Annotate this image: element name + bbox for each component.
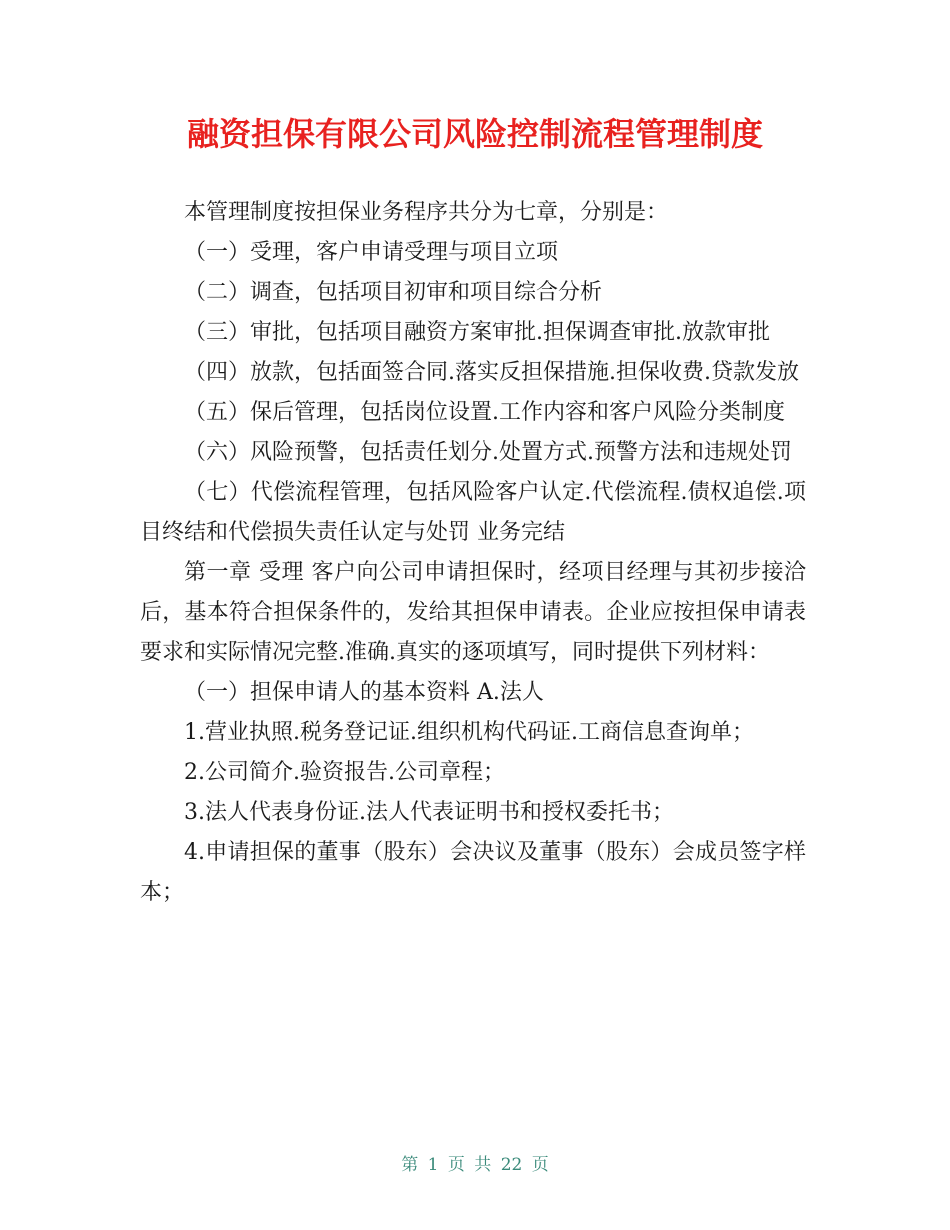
paragraph-item-7: （七）代偿流程管理，包括风险客户认定.代偿流程.债权追偿.项目终结和代偿损失责任认定与处罚 业务完结 (140, 480, 806, 545)
paragraph-item-4: （四）放款，包括面签合同.落实反担保措施.担保收费.贷款发放 (184, 360, 799, 385)
paragraph-item-3: （三）审批，包括项目融资方案审批.担保调查审批.放款审批 (184, 320, 770, 345)
paragraph-material-2: 2.公司简介.验资报告.公司章程； (184, 760, 505, 785)
paragraph-item-2: （二）调查，包括项目初审和项目综合分析 (184, 280, 603, 305)
paragraph-material-1: 1.营业执照.税务登记证.组织机构代码证.工商信息查询单； (184, 720, 754, 745)
paragraph-item-1: （一）受理，客户申请受理与项目立项 (184, 240, 559, 265)
paragraph-section-1: （一）担保申请人的基本资料 A.法人 (184, 680, 544, 705)
paragraph-item-5: （五）保后管理，包括岗位设置.工作内容和客户风险分类制度 (184, 400, 785, 425)
paragraph-chapter-1: 第一章 受理 客户向公司申请担保时，经项目经理与其初步接洽后，基本符合担保条件的，发给其担保申请表。企业应按担保申请表要求和实际情况完整.准确.真实的逐项填写，同时提供下列材料： (140, 560, 806, 665)
document-title: 融资担保有限公司风险控制流程管理制度 (186, 115, 763, 153)
paragraph-material-4: 4.申请担保的董事（股东）会决议及董事（股东）会成员签字样本； (140, 840, 806, 905)
paragraph-item-6: （六）风险预警，包括责任划分.处置方式.预警方法和违规处罚 (184, 440, 792, 465)
paragraph-material-3: 3.法人代表身份证.法人代表证明书和授权委托书； (184, 800, 674, 825)
document-body (140, 193, 806, 913)
paragraph-intro: 本管理制度按担保业务程序共分为七章，分别是： (184, 200, 669, 225)
page-number-footer: 第 1 页 共 22 页 (401, 1155, 549, 1175)
